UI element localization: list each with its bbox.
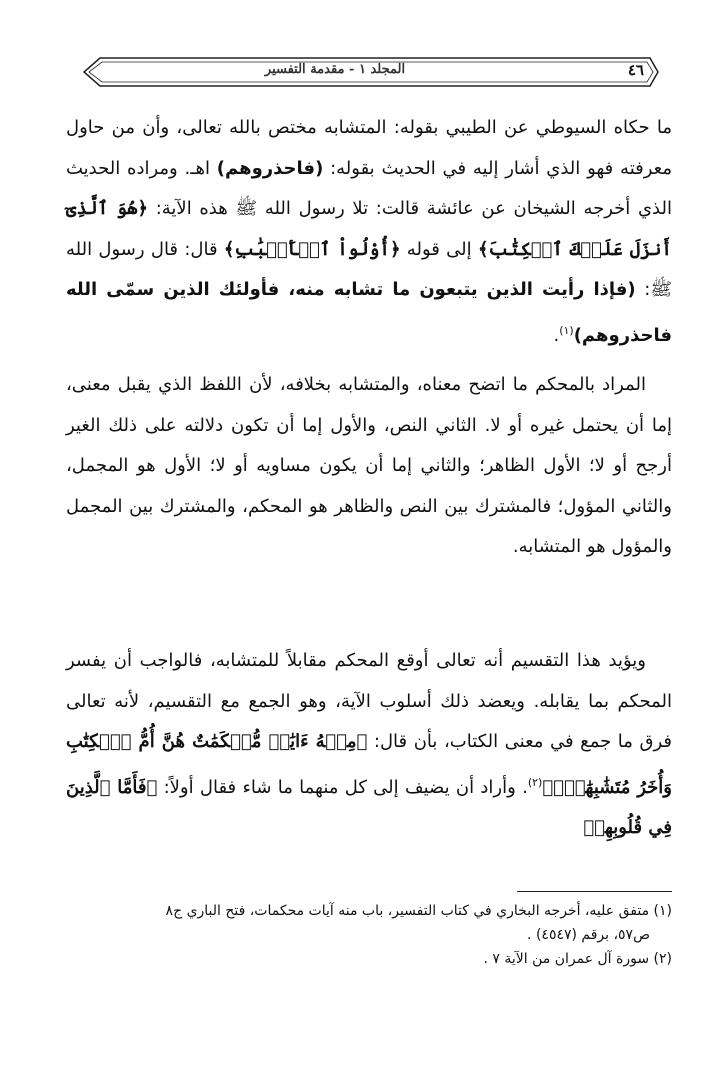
paragraph-1 (66, 108, 672, 356)
footnote-ref-2: (٢) (527, 775, 543, 789)
page-header (80, 52, 662, 92)
paragraph-1-text-2: اهـ. ومراده الحديث الذي أخرجه الشيخان عن عائشة قالت: تلا رسول الله ﷺ هذه الآية: (66, 157, 672, 219)
quran-verse-1: ﴿هُوَ ٱلَّذِىٓ أَنزَلَ عَلَيۡكَ ٱلۡكِتَٰبَ﴾ (66, 198, 672, 260)
paragraph-3 (66, 641, 672, 849)
paragraph-1-hadith: (فإذا رأيت الذين يتبعون ما تشابه منه، فأولئك الذين سمّى الله فاحذروهم) (66, 279, 672, 346)
paragraph-3-text-1: ويؤيد هذا التقسيم أنه تعالى أوقع المحكم مقابلاً للمتشابه، فالواجب أن يفسر المحكم بما يقابله. ويعضد ذلك أسلوب الآية، وهو الجمع مع التقسيم، لأنه تعالى فرق ما جمع في معنى الكتاب، بأن قال: (66, 650, 672, 752)
quran-verse-2: ﴿أُوْلُواْ ٱلۡأَلۡبَٰبِ﴾ (223, 238, 401, 260)
quran-verse-3: ﴿مِنۡهُ ءَايَٰتٞ مُّحۡكَمَٰتٌ هُنَّ أُمُّ ٱلۡكِتَٰبِ وَأُخَرُ مُتَشَٰبِهَٰتٞۖ﴾ (66, 731, 672, 798)
paragraph-1-text-4: قال: قال رسول الله ﷺ: (66, 238, 673, 300)
footnote-ref-1: (١) (559, 323, 574, 337)
footnote-2: (٢) سورة آل عمران من الآية ٧ . (483, 951, 672, 967)
footnote-1-line-2: ص٥٧، برقم (٤٥٤٧) . (527, 927, 650, 943)
paragraph-2 (66, 365, 672, 568)
page-number: ٤٦ (627, 61, 644, 79)
paragraph-1-bold-1: (فاحذروهم) (216, 157, 324, 179)
paragraph-1-text-1: ما حكاه السيوطي عن الطيبي بقوله: المتشابه مختص بالله تعالى، وأن من حاول معرفته فهو الذي أشار إليه في الحديث بقوله: (66, 117, 672, 179)
footnote-1-line-1: (١) متفق عليه، أخرجه البخاري في كتاب التفسير، باب منه آيات محكمات، فتح الباري ج٨ (165, 903, 672, 919)
footnote-divider (517, 891, 672, 892)
paragraph-2-text: المراد بالمحكم ما اتضح معناه، والمتشابه بخلافه، لأن اللفظ الذي يقبل معنى، إما أن يحتمل غيره أو لا. الثاني النص، والأول إما أن تكون دلالته على ذلك الغير أرجح أو لا؛ الأول الظاهر؛ والثاني إما أن يكون مساويه أو لا؛ الأول هو المجمل، والثاني المؤول؛ فالمشترك بين النص والظاهر هو المحكم، والمشترك بين المجمل والمؤول هو المتشابه. (66, 374, 672, 557)
footnotes (66, 899, 672, 971)
paragraph-1-end: . (553, 324, 560, 346)
paragraph-1-text-3: إلى قوله (400, 238, 478, 260)
paragraph-3-text-2: . وأراد أن يضيف إلى كل منهما ما شاء فقال أولاً: (157, 776, 528, 798)
running-head: المجلد ١ - مقدمة التفسير (264, 62, 406, 77)
quran-verse-4: ﴿فَأَمَّا ٱلَّذِينَ فِي قُلُوبِهِمۡ (66, 776, 672, 838)
